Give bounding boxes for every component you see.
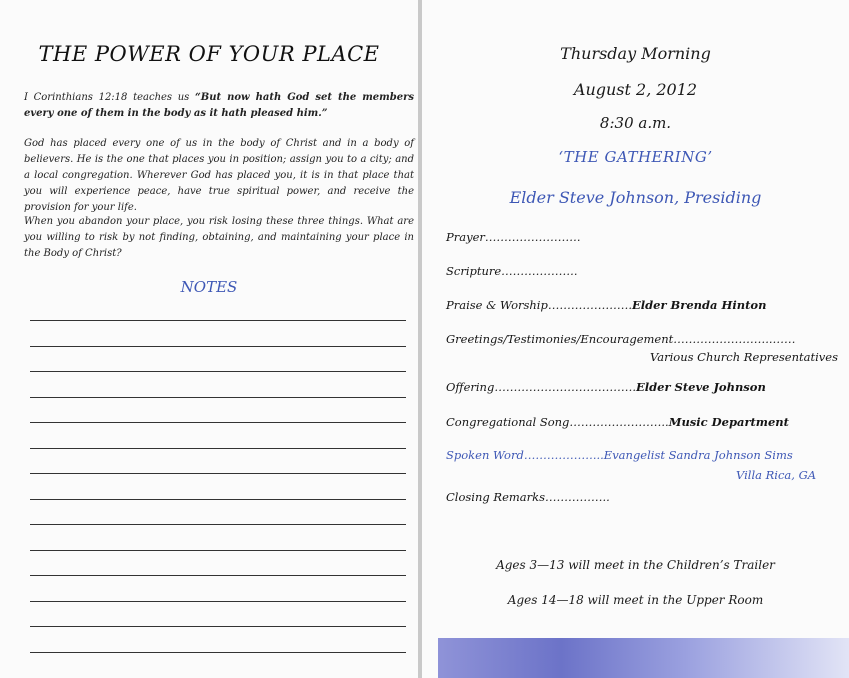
- program-item-label: Offering……………………………….: [446, 380, 636, 394]
- program-item-person: Music Department: [668, 415, 789, 429]
- program-item-label: Spoken Word……………….: [446, 448, 597, 462]
- note-line: [30, 448, 406, 449]
- program-item-label: Praise & Worship………………….: [446, 298, 632, 312]
- program-item-greetings: [446, 332, 796, 346]
- note-line: [30, 626, 406, 627]
- program-item-praise: [446, 298, 766, 312]
- program-item-offering: [446, 380, 766, 394]
- program-item-person: ..Evangelist Sandra Johnson Sims: [596, 448, 793, 462]
- note-line: [30, 346, 406, 347]
- program-item-scripture: [446, 264, 578, 278]
- age-note-children: Ages 3—13 will meet in the Children’s Trailer: [496, 558, 775, 572]
- program-item-spoken-word: [446, 448, 793, 462]
- program-item-label: Closing Remarks……………..: [446, 490, 610, 504]
- note-line: [30, 601, 406, 602]
- date-heading: August 2, 2012: [573, 80, 698, 99]
- note-line: [30, 320, 406, 321]
- body-paragraph-3: When you abandon your place, you risk losing these three things. What are you willing to risk by not finding, obtaining, and maintaining your place in the Body of Christ?: [24, 216, 414, 259]
- program-item-person: Elder Steve Johnson: [635, 380, 766, 394]
- note-line: [30, 499, 406, 500]
- verse-quote: “But now hath God set the members every one of them in the body as it hath pleased him.”: [24, 92, 414, 119]
- program-item-prayer: [446, 230, 581, 244]
- program-item-label: Scripture………………..: [446, 264, 578, 278]
- note-line: [30, 652, 406, 653]
- note-line: [30, 371, 406, 372]
- program-item-person: Elder Brenda Hinton: [632, 298, 767, 312]
- page-title: THE POWER OF YOUR PLACE: [38, 42, 380, 66]
- program-item-label: Congregational Song……………………..: [446, 415, 669, 429]
- age-note-youth: Ages 14—18 will meet in the Upper Room: [507, 593, 764, 607]
- day-heading: Thursday Morning: [560, 44, 711, 63]
- presiding-line: Elder Steve Johnson, Presiding: [509, 188, 762, 207]
- program-item-song: [446, 415, 789, 429]
- note-line: [30, 397, 406, 398]
- note-line: [30, 550, 406, 551]
- event-title: ‘THE GATHERING’: [558, 148, 713, 166]
- note-line: [30, 575, 406, 576]
- decorative-banner: [438, 638, 849, 678]
- time-heading: 8:30 a.m.: [599, 114, 672, 132]
- verse-reference: I Corinthians 12:18 teaches us: [24, 92, 195, 103]
- note-line: [30, 422, 406, 423]
- program-item-closing: [446, 490, 610, 504]
- left-page: [0, 0, 418, 678]
- program-item-spoken-word-sub: Villa Rica, GA: [736, 468, 817, 482]
- right-page: [422, 0, 849, 678]
- program-item-label: Greetings/Testimonies/Encouragement……………………..……: [446, 332, 796, 346]
- note-line: [30, 473, 406, 474]
- scripture-paragraph: [24, 90, 414, 122]
- notes-heading: NOTES: [180, 278, 238, 296]
- program-item-label: Prayer…………………….: [446, 230, 581, 244]
- body-paragraph-2: God has placed every one of us in the body of Christ and in a body of believers. He is the one that places you in position; assign you to a city; and a local congregation. Wherever God has placed you, it is in that place that you will experience peace, have true spiritual power, and receive the provision for your life.: [24, 138, 414, 213]
- program-item-greetings-sub: Various Church Representatives: [650, 350, 839, 364]
- note-line: [30, 524, 406, 525]
